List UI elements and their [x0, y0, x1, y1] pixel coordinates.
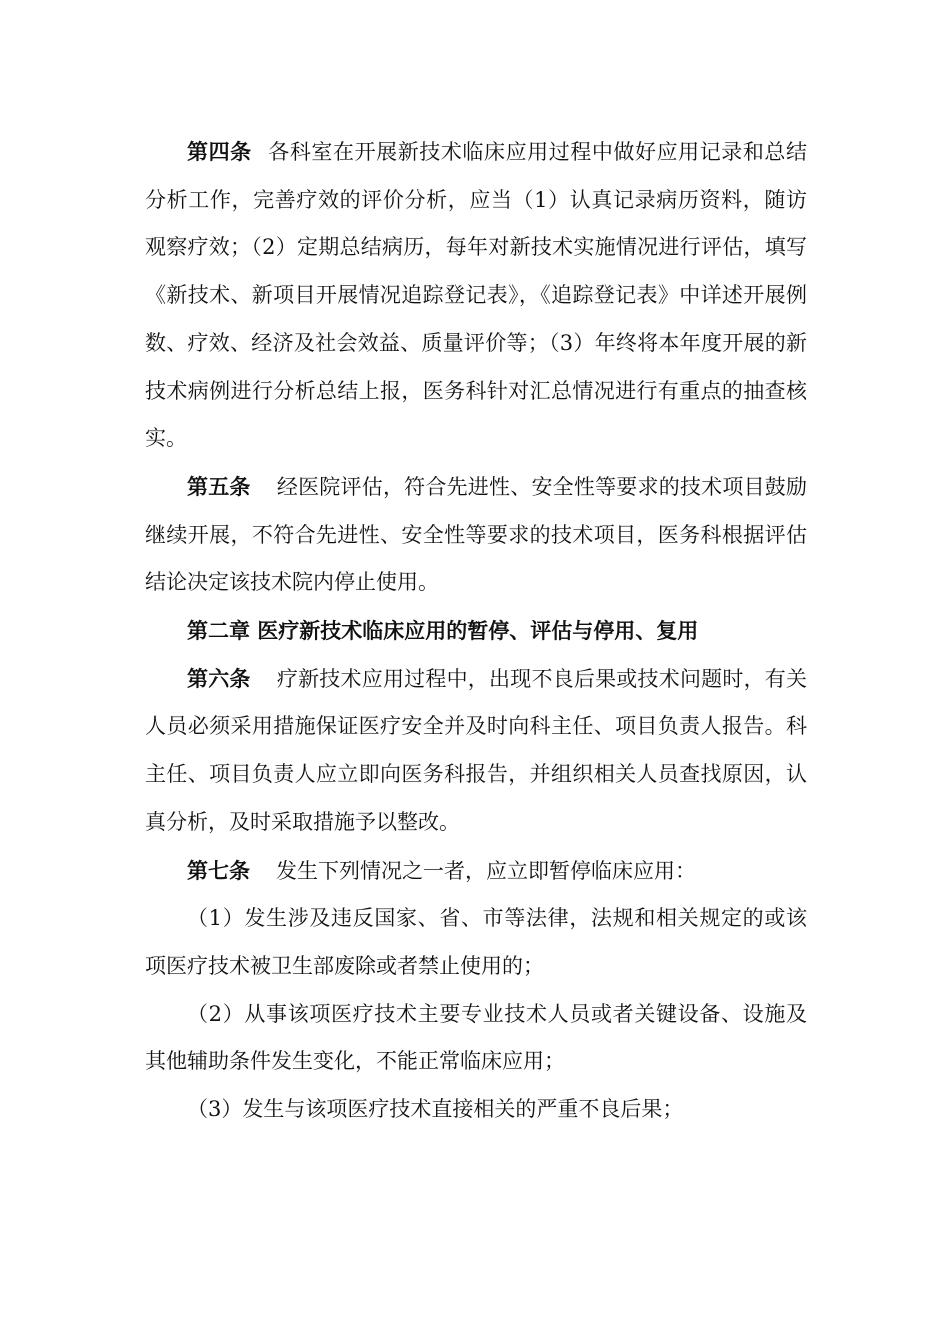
list-item: （3）发生与该项医疗技术直接相关的严重不良后果；	[187, 1097, 684, 1122]
article-6-text: 疗新技术应用过程中，出现不良后果或技术问题时，有关人员必须采用措施保证医疗安全并及时向科主任、项目负责人报告。科主任、项目负责人应立即向医务科报告，并组织相关人员查找原因，认真分析，及时采取措施予以整改。	[145, 666, 808, 834]
article-6	[145, 655, 807, 847]
list-item: （1）发生涉及违反国家、省、市等法律，法规和相关规定的或该项医疗技术被卫生部废除或者禁止使用的；	[145, 906, 807, 978]
article-5-label: 第五条	[187, 473, 251, 499]
list-item: （2）从事该项医疗技术主要专业技术人员或者关键设备、设施及其他辅助条件发生变化，不能正常临床应用；	[145, 1001, 807, 1074]
article-4-text: 各科室在开展新技术临床应用过程中做好应用记录和总结分析工作，完善疗效的评价分析，应当（1）认真记录病历资料，随访观察疗效；（2）定期总结病历，每年对新技术实施情况进行评估，填写《新技术、新项目开展情况追踪登记表》，《追踪登记表》中详述开展例数、疗效、经济及社会效益、质量评价等；（3）年终将本年度开展的新技术病例进行分析总结上报，医务科针对汇总情况进行有重点的抽查核实。	[145, 140, 808, 451]
article-4	[145, 128, 807, 463]
article-7	[145, 847, 807, 896]
article-5	[145, 463, 807, 607]
chapter-2-heading: 第二章 医疗新技术临床应用的暂停、评估与停用、复用	[187, 618, 699, 644]
article-7-text: 发生下列情况之一者，应立即暂停临床应用：	[276, 858, 696, 883]
article-5-text: 经医院评估，符合先进性、安全性等要求的技术项目鼓励继续开展，不符合先进性、安全性等要求的技术项目，医务科根据评估结论决定该技术院内停止使用。	[145, 474, 808, 595]
document-body	[145, 128, 807, 1134]
article-4-label: 第四条	[187, 139, 252, 164]
article-7-label: 第七条	[187, 857, 250, 883]
article-6-label: 第六条	[187, 665, 251, 691]
